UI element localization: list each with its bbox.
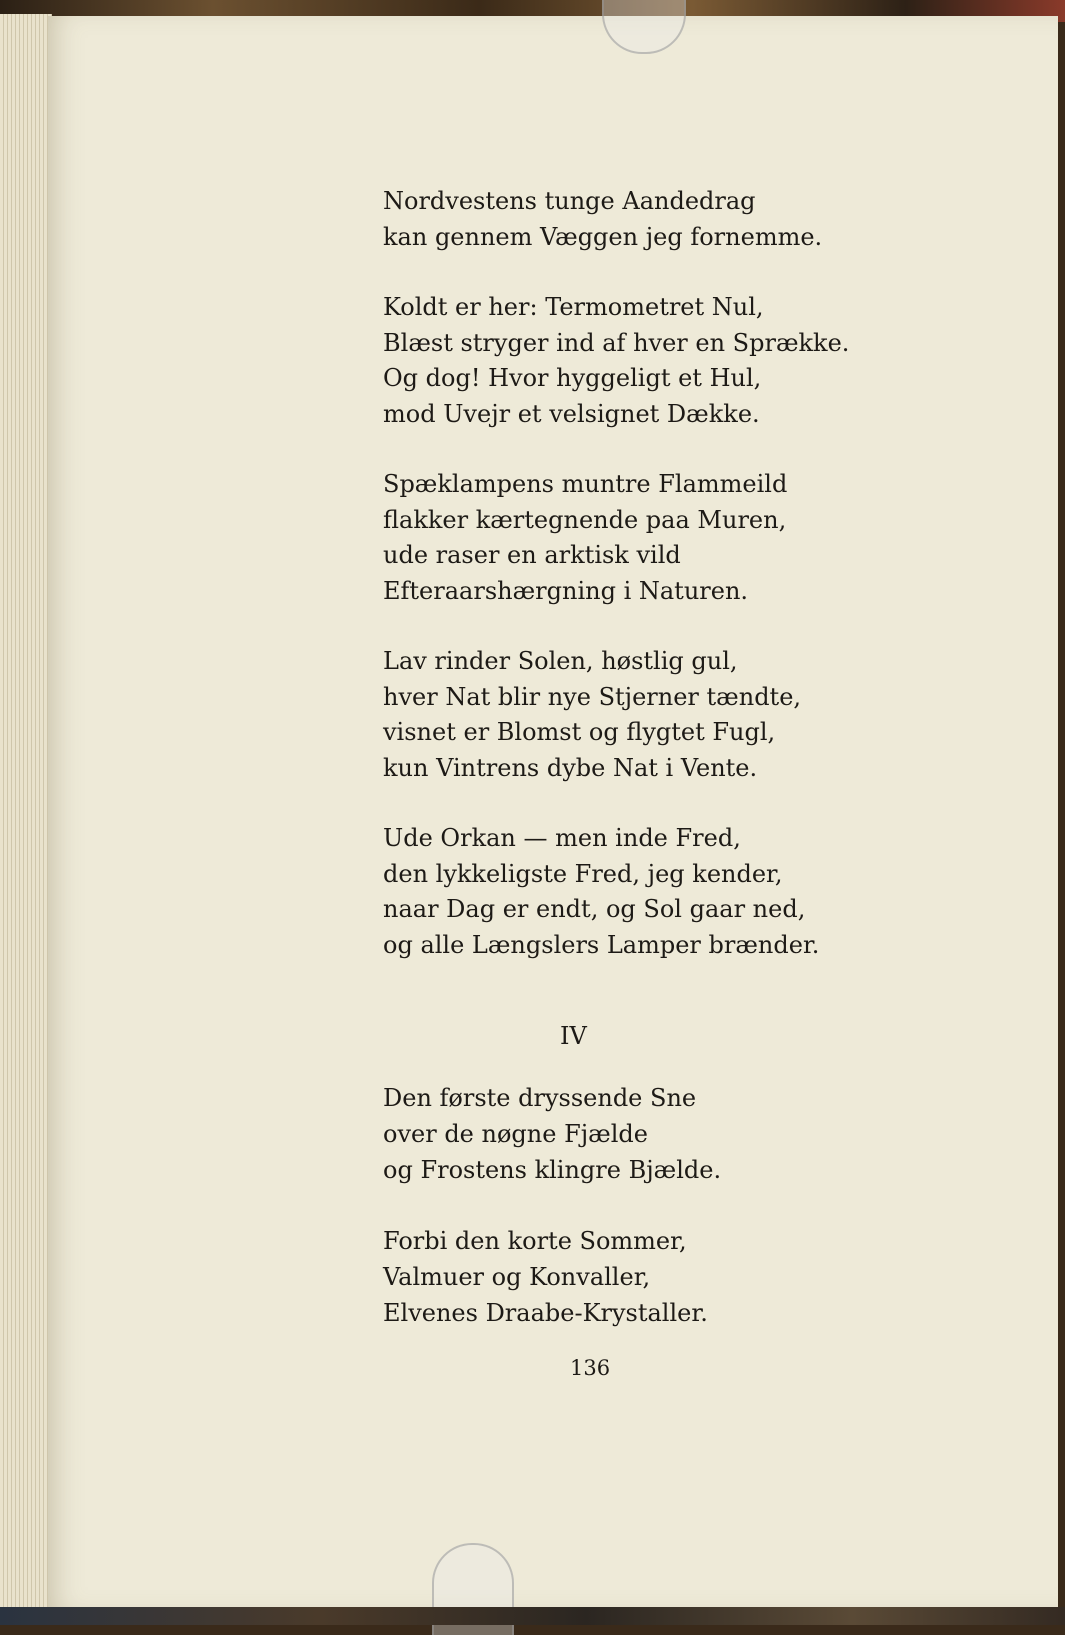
stanza [383, 1223, 943, 1331]
poem-line: og Frostens klingre Bjælde. [383, 1156, 722, 1184]
poem-line: og alle Længslers Lamper brænder. [383, 930, 820, 959]
poem-line: Ude Orkan — men inde Fred, [383, 824, 741, 852]
section-heading: IV [560, 1022, 587, 1050]
stanza [383, 644, 943, 786]
poem-line: Forbi den korte Sommer, [383, 1227, 687, 1255]
poem-line: Elvenes Draabe-Krystaller. [383, 1299, 708, 1327]
poem-line: kan gennem Væggen jeg fornemme. [383, 222, 823, 251]
stanza [383, 184, 943, 255]
poem-line: kun Vintrens dybe Nat i Vente. [383, 753, 758, 782]
poem-line: visnet er Blomst og flygtet Fugl, [383, 718, 776, 746]
poem-line: ude raser en arktisk vild [383, 541, 681, 569]
poem-line: den lykkeligste Fred, jeg kender, [383, 859, 783, 888]
poem-line: Blæst stryger ind af hver en Sprække. [383, 328, 850, 357]
book-cover-bottom [0, 1607, 1065, 1625]
stanza [383, 290, 943, 432]
poem-line: Den første dryssende Sne [383, 1084, 697, 1112]
poem-line: Og dog! Hvor hyggeligt et Hul, [383, 364, 762, 392]
page-stack-edges [0, 14, 52, 1610]
poem-line: Nordvestens tunge Aandedrag [383, 187, 756, 215]
poem-line: Spæklampens muntre Flammeild [383, 470, 788, 498]
poem-line: Efteraarshærgning i Naturen. [383, 576, 749, 605]
poem-line: hver Nat blir nye Stjerner tændte, [383, 682, 802, 711]
poem-line: naar Dag er endt, og Sol gaar ned, [383, 895, 806, 923]
stanza [383, 467, 943, 609]
stanza [383, 821, 943, 963]
stanza [383, 1080, 943, 1188]
poem-line: Lav rinder Solen, høstlig gul, [383, 647, 738, 675]
poem-line: flakker kærtegnende paa Muren, [383, 505, 787, 534]
poem-part-iii [383, 184, 943, 998]
poem-line: mod Uvejr et velsignet Dække. [383, 399, 760, 428]
poem-line: over de nøgne Fjælde [383, 1120, 648, 1148]
poem-line: Koldt er her: Termometret Nul, [383, 293, 764, 321]
poem-line: Valmuer og Konvaller, [383, 1263, 651, 1291]
poem-part-iv [383, 1080, 943, 1366]
page-number: 136 [570, 1356, 611, 1380]
